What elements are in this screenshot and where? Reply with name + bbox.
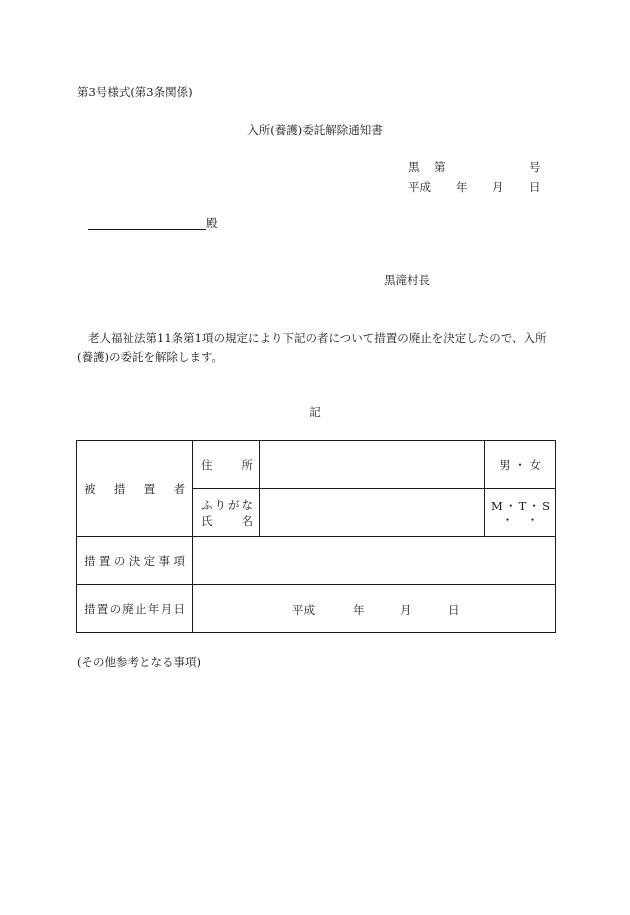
decision-char: 決	[128, 553, 141, 568]
name-label	[193, 513, 259, 529]
subject-char: 者	[173, 481, 185, 496]
decision-char: 事	[158, 553, 171, 568]
era-showa: S	[542, 498, 550, 513]
abolition-date-cell[interactable]	[193, 585, 556, 633]
address-value-cell[interactable]	[260, 441, 485, 489]
reference-block	[408, 160, 540, 200]
abolition-char: 止	[135, 601, 147, 616]
abolition-char: 置	[96, 601, 109, 616]
ref-year: 年	[456, 180, 468, 194]
abolition-date-month: 月	[400, 602, 412, 617]
subject-label	[77, 481, 192, 497]
date-dot: ・	[501, 512, 514, 527]
name-label-char: 名	[241, 513, 253, 528]
ref-era: 平成	[408, 180, 431, 194]
name-label-char: 氏	[201, 513, 213, 528]
decision-char: 措	[84, 553, 96, 568]
decision-char: 定	[143, 553, 156, 568]
era-dot: ・	[528, 498, 540, 513]
furigana-label	[193, 497, 259, 513]
reference-number-row	[408, 160, 540, 180]
era-taisho: T	[518, 498, 527, 513]
abolition-date-year: 年	[353, 602, 365, 617]
era-meiji: M	[491, 498, 503, 513]
furigana-char: り	[214, 497, 226, 512]
ref-month: 月	[492, 180, 504, 194]
footnote: (その他参考となる事項)	[77, 655, 201, 669]
birth-date-dots	[485, 513, 555, 527]
table-row	[77, 441, 556, 489]
abolition-char: 廃	[122, 601, 134, 616]
document-title: 入所(養護)委託解除通知書	[247, 123, 383, 137]
decision-label-cell	[77, 537, 193, 585]
table-row	[77, 537, 556, 585]
furigana-char: が	[228, 497, 240, 512]
ref-day: 日	[529, 180, 541, 194]
issuer: 黒滝村長	[384, 273, 430, 287]
abolition-char: 月	[160, 601, 173, 616]
addressee	[88, 216, 218, 230]
furigana-char: ふ	[201, 497, 213, 512]
form-id: 第3号様式(第3条関係)	[77, 85, 193, 99]
birth-era-options	[485, 499, 555, 513]
decision-char: の	[113, 553, 126, 568]
table-row	[77, 585, 556, 633]
ref-go: 号	[529, 160, 541, 174]
subject-label-cell	[77, 441, 193, 537]
address-label-char: 住	[201, 457, 213, 472]
abolition-label	[77, 601, 192, 617]
abolition-label-cell	[77, 585, 193, 633]
name-value-cell[interactable]	[260, 489, 485, 537]
era-dot: ・	[504, 498, 517, 513]
sex-options: 男 ・ 女	[499, 457, 541, 472]
abolition-char: 措	[84, 601, 96, 616]
furigana-char: な	[241, 497, 253, 512]
body-text: 老人福祉法第11条第1項の規定により下記の者について措置の廃止を決定したので、入所(養護)の委託を解除します。	[77, 331, 547, 364]
name-label-cell	[193, 489, 260, 537]
ki-marker: 記	[309, 405, 321, 419]
reference-date-row	[408, 180, 540, 200]
addressee-blank-line	[88, 217, 206, 230]
address-label-cell	[193, 441, 260, 489]
address-label-char: 所	[241, 457, 253, 472]
sex-cell[interactable]	[485, 441, 556, 489]
subject-char: 措	[113, 481, 126, 496]
subject-char: 置	[143, 481, 156, 496]
details-table	[76, 440, 556, 633]
abolition-char: 年	[147, 601, 160, 616]
decision-char: 置	[98, 553, 111, 568]
abolition-date-era: 平成	[292, 602, 315, 617]
birth-era-cell[interactable]	[485, 489, 556, 537]
decision-label	[77, 553, 192, 569]
ref-prefix: 黒	[408, 160, 420, 174]
abolition-char: の	[109, 601, 122, 616]
decision-char: 項	[173, 553, 185, 568]
ref-dai: 第	[434, 160, 446, 174]
abolition-char: 日	[173, 601, 185, 616]
date-dot: ・	[526, 512, 539, 527]
subject-char: 被	[84, 481, 96, 496]
addressee-honorific: 殿	[206, 216, 218, 230]
abolition-date-day: 日	[448, 602, 460, 617]
abolition-date	[193, 602, 555, 616]
address-label	[193, 457, 259, 473]
decision-value-cell[interactable]	[193, 537, 556, 585]
